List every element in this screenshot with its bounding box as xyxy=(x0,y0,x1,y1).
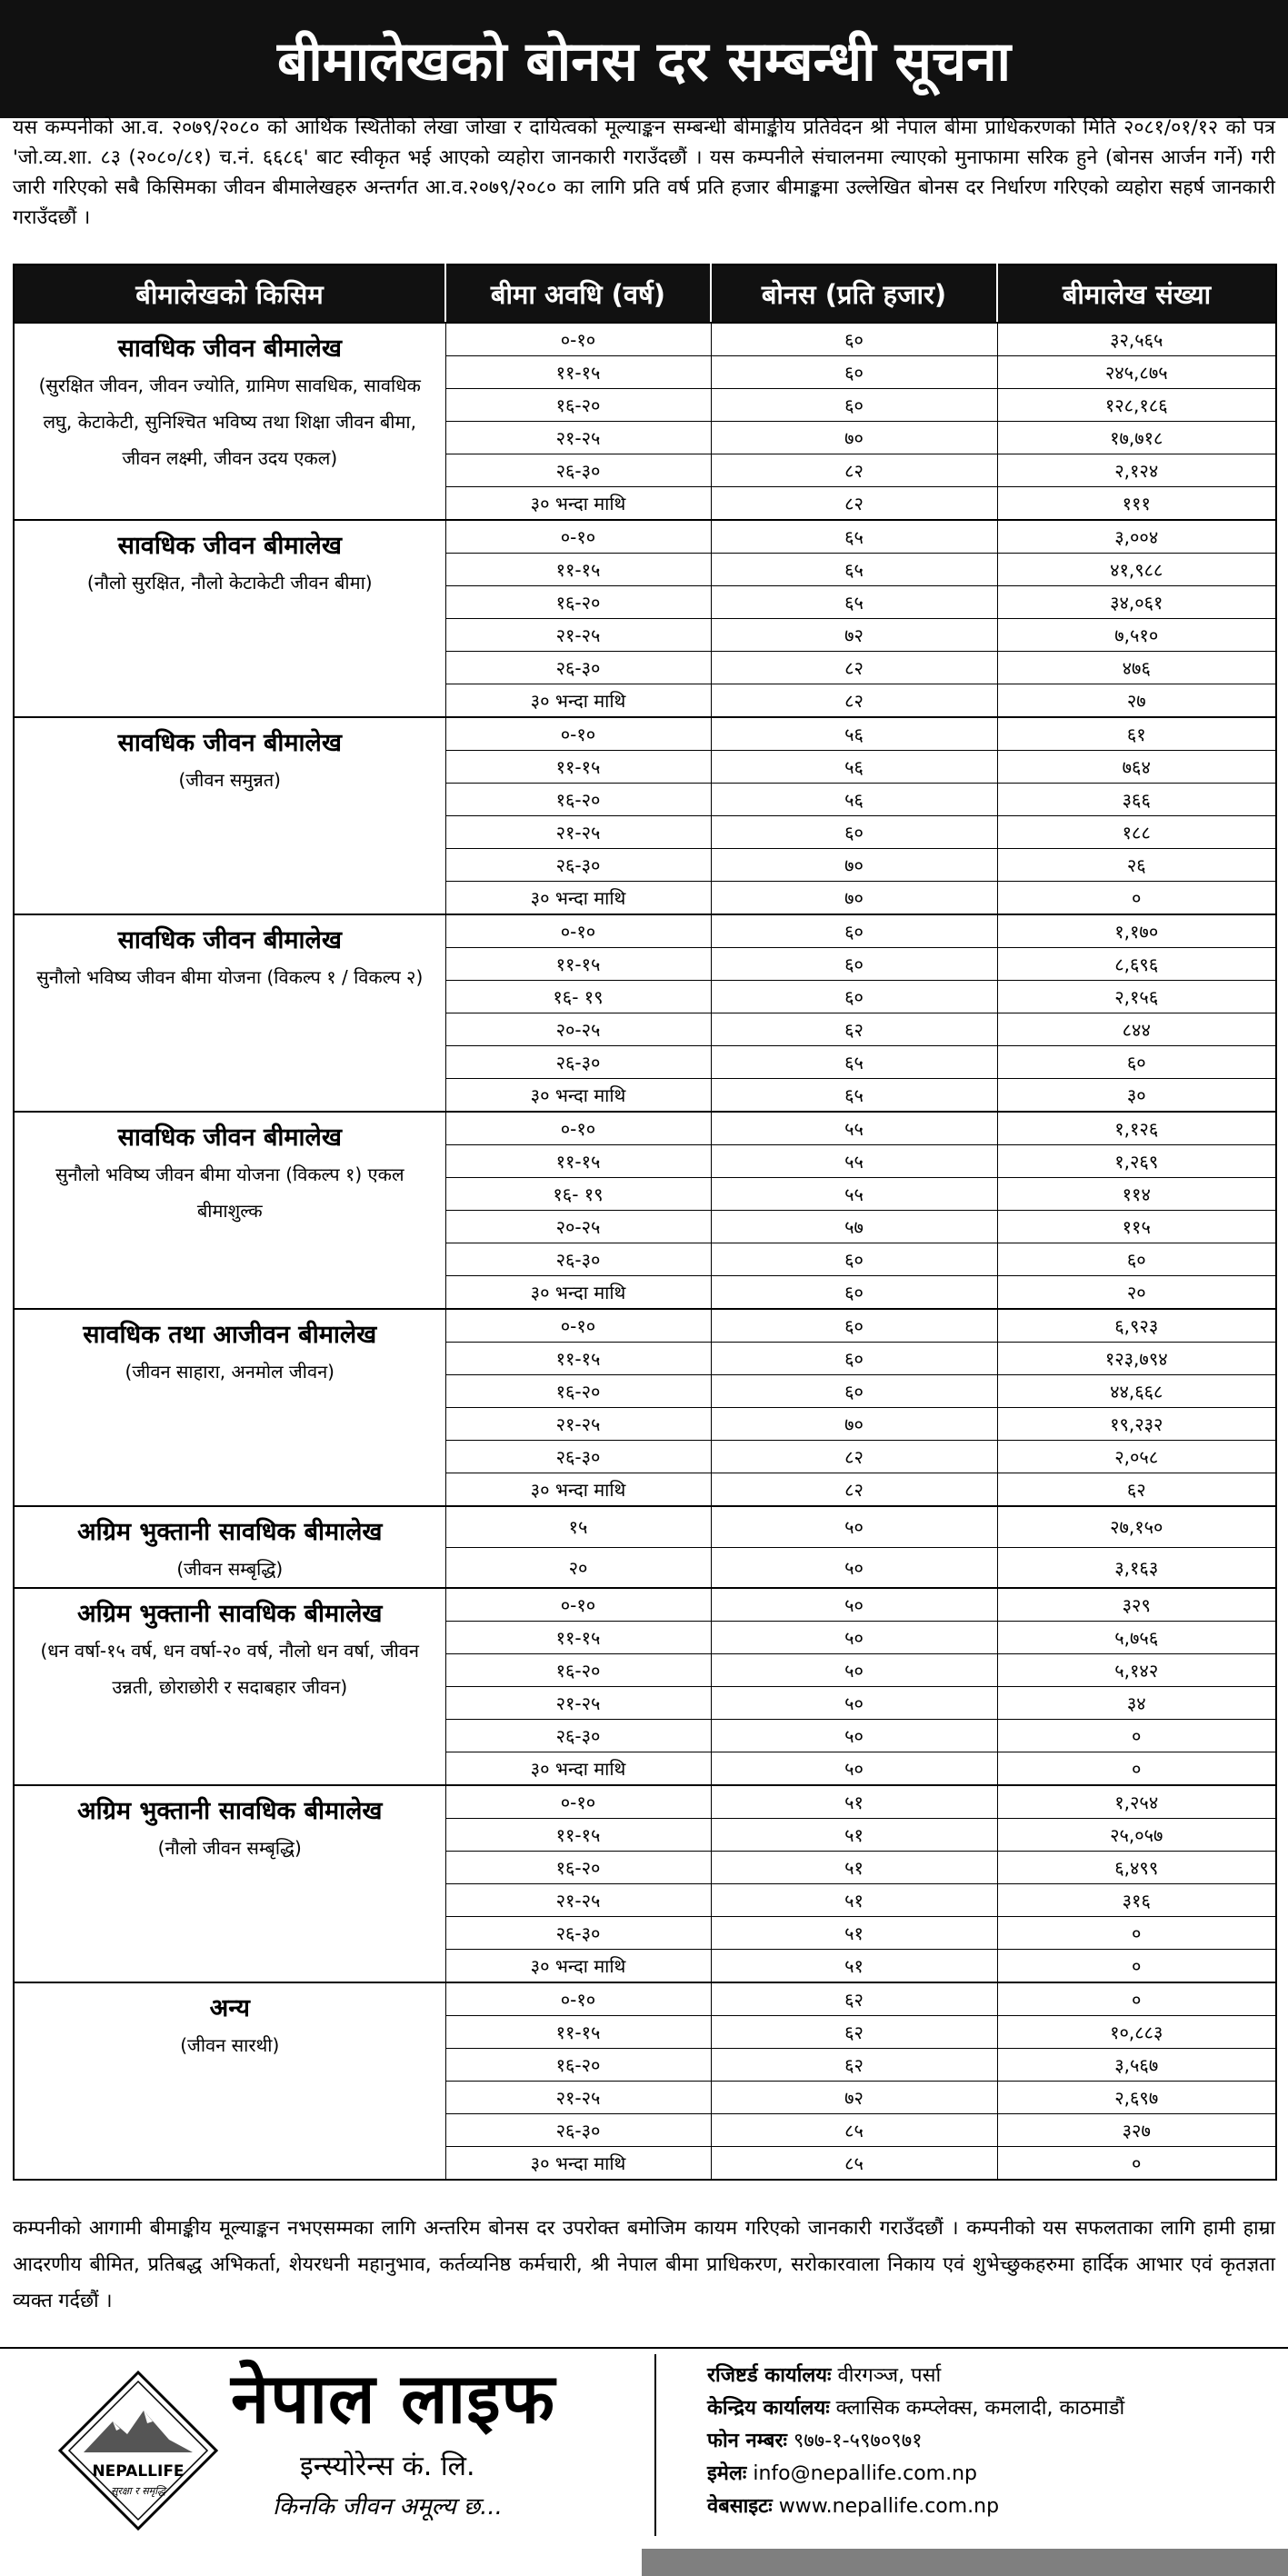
policy-type-cell xyxy=(14,1785,445,1982)
policy-count-cell: २४५,८७५ xyxy=(997,356,1276,389)
policy-count-cell: ३,००४ xyxy=(997,520,1276,554)
bonus-cell: ८२ xyxy=(711,487,997,521)
policy-count-cell: २७ xyxy=(997,684,1276,718)
bonus-cell: ७२ xyxy=(711,2082,997,2114)
table-body xyxy=(14,323,1276,2180)
bonus-rate-table xyxy=(13,264,1277,2181)
policy-count-cell: २,१५६ xyxy=(997,981,1276,1013)
term-cell: २६-३० xyxy=(445,1046,711,1079)
term-cell: ११-१५ xyxy=(445,356,711,389)
bonus-cell: ६० xyxy=(711,816,997,849)
bonus-cell: ६२ xyxy=(711,1013,997,1046)
policy-count-cell: ३,१६३ xyxy=(997,1547,1276,1588)
term-cell: २०-२५ xyxy=(445,1013,711,1046)
bonus-cell: ८२ xyxy=(711,454,997,487)
policy-type-description: (नौलो सुरक्षित, नौलो केटाकेटी जीवन बीमा) xyxy=(86,572,373,594)
bonus-cell: ६२ xyxy=(711,2016,997,2049)
bonus-cell: ६० xyxy=(711,981,997,1013)
email-link[interactable]: info@nepallife.com.np xyxy=(753,2462,978,2485)
policy-type-cell xyxy=(14,717,445,914)
policy-count-cell: ३४,०६१ xyxy=(997,586,1276,619)
term-cell: ०-१० xyxy=(445,1112,711,1145)
header-banner xyxy=(0,0,1288,118)
term-cell: ११-१५ xyxy=(445,948,711,981)
policy-type-description: (जीवन साहारा, अनमोल जीवन) xyxy=(125,1361,334,1383)
policy-count-cell: ५,१४२ xyxy=(997,1654,1276,1687)
policy-count-cell: ० xyxy=(997,1752,1276,1786)
bonus-cell: ८२ xyxy=(711,684,997,718)
policy-count-cell: १,१७० xyxy=(997,914,1276,948)
central-office-value: क्लासिक कम्प्लेक्स, कमलादी, काठमाडौं xyxy=(835,2397,1125,2420)
policy-type-description: (धन वर्षा-१५ वर्ष, धन वर्षा-२० वर्ष, नौलो धन वर्षा, जीवन उन्नती, छोराछोरी र सदाबहार जीवन) xyxy=(40,1640,420,1698)
policy-count-cell: ६२ xyxy=(997,1473,1276,1507)
policy-type-description: (सुरक्षित जीवन, जीवन ज्योति, ग्रामिण सावधिक, सावधिक लघु, केटाकेटी, सुनिश्चित भविष्य तथा शिक्षा जीवन बीमा, जीवन लक्ष्मी, जीवन उदय एकल) xyxy=(38,374,421,469)
bonus-cell: ५१ xyxy=(711,1884,997,1917)
term-cell: ११-१५ xyxy=(445,1145,711,1178)
bonus-cell: ६० xyxy=(711,1375,997,1408)
bonus-cell: ५६ xyxy=(711,751,997,784)
bonus-cell: ८२ xyxy=(711,652,997,684)
term-cell: ११-१५ xyxy=(445,751,711,784)
header-bonus: बोनस (प्रति हजार) xyxy=(711,265,997,323)
policy-type-description: (नौलो जीवन सम्बृद्धि) xyxy=(157,1837,302,1859)
term-cell: १६-२० xyxy=(445,586,711,619)
policy-count-cell: १०,८८३ xyxy=(997,2016,1276,2049)
term-cell: ३० भन्दा माथि xyxy=(445,487,711,521)
policy-count-cell: ११४ xyxy=(997,1178,1276,1211)
term-cell: २१-२५ xyxy=(445,1687,711,1720)
table-row xyxy=(14,1112,1276,1145)
logo-badge-text: NEPALLIFE xyxy=(92,2462,185,2481)
term-cell: १६-२० xyxy=(445,1654,711,1687)
closing-paragraph: कम्पनीको आगामी बीमाङ्कीय मूल्याङ्कन नभएसम्मका लागि अन्तरिम बोनस दर उपरोक्त बमोजिम कायम गरिएको जानकारी गराउँदछौं । कम्पनीको यस सफलताका लागि हामी हाम्रा आदरणीय बीमित, प्रतिबद्ध अभिकर्ता, शेयरधनी महानुभाव, कर्तव्यनिष्ठ कर्मचारी, श्री नेपाल बीमा प्राधिकरण, सरोकारवाला निकाय एवं शुभेच्छुकहरुमा हार्दिक आभार एवं कृतज्ञता व्यक्त गर्दछौं । xyxy=(13,2217,1275,2312)
term-cell: १६-२० xyxy=(445,1852,711,1884)
bonus-cell: ५६ xyxy=(711,784,997,816)
term-cell: १६- १९ xyxy=(445,1178,711,1211)
phone-label: फोन नम्बरः xyxy=(707,2430,787,2452)
policy-count-cell: ३,५६७ xyxy=(997,2049,1276,2082)
policy-count-cell: ७६४ xyxy=(997,751,1276,784)
policy-type-cell xyxy=(14,520,445,717)
term-cell: २६-३० xyxy=(445,652,711,684)
policy-count-cell: १,१२६ xyxy=(997,1112,1276,1145)
term-cell: १६- १९ xyxy=(445,981,711,1013)
table-header-row xyxy=(14,265,1276,323)
policy-count-cell: २,६९७ xyxy=(997,2082,1276,2114)
policy-count-cell: ० xyxy=(997,1982,1276,2016)
bonus-cell: ७० xyxy=(711,1408,997,1441)
bonus-cell: ५० xyxy=(711,1506,997,1547)
policy-count-cell: ३० xyxy=(997,1079,1276,1113)
bonus-cell: ६० xyxy=(711,948,997,981)
email-label: इमेलः xyxy=(707,2462,747,2485)
contact-block xyxy=(707,2360,1271,2523)
term-cell: ११-१५ xyxy=(445,2016,711,2049)
term-cell: ११-१५ xyxy=(445,1343,711,1375)
bonus-cell: ६० xyxy=(711,1276,997,1310)
term-cell: २६-३० xyxy=(445,2114,711,2147)
company-suffix: इन्स्योरेन्स कं. लि. xyxy=(300,2451,475,2482)
policy-type-cell xyxy=(14,914,445,1112)
bonus-cell: ८२ xyxy=(711,1441,997,1473)
policy-type-title: सावधिक जीवन बीमालेख xyxy=(117,729,342,757)
term-cell: ३० भन्दा माथि xyxy=(445,1079,711,1113)
bonus-cell: ५१ xyxy=(711,1950,997,1983)
policy-count-cell: १८८ xyxy=(997,816,1276,849)
bonus-cell: ६२ xyxy=(711,2049,997,2082)
bottom-bar-left xyxy=(0,2549,642,2576)
term-cell: ०-१० xyxy=(445,1982,711,2016)
policy-count-cell: ८,६९६ xyxy=(997,948,1276,981)
table-row xyxy=(14,520,1276,554)
policy-count-cell: ० xyxy=(997,2147,1276,2181)
policy-count-cell: ६,९२३ xyxy=(997,1309,1276,1343)
logo-badge-motto: सुरक्षा र समृद्धि xyxy=(111,2485,165,2497)
term-cell: ०-१० xyxy=(445,1785,711,1819)
term-cell: २१-२५ xyxy=(445,1884,711,1917)
term-cell: ०-१० xyxy=(445,323,711,356)
term-cell: ३० भन्दा माथि xyxy=(445,684,711,718)
bonus-cell: ८२ xyxy=(711,1473,997,1507)
bonus-cell: ५६ xyxy=(711,717,997,751)
policy-count-cell: १११ xyxy=(997,487,1276,521)
central-office-label: केन्द्रिय कार्यालयः xyxy=(707,2397,830,2420)
term-cell: १६-२० xyxy=(445,784,711,816)
bonus-cell: ५१ xyxy=(711,1785,997,1819)
policy-type-title: अग्रिम भुक्तानी सावधिक बीमालेख xyxy=(76,1797,383,1825)
nepallife-logo-icon xyxy=(56,2369,220,2532)
term-cell: २१-२५ xyxy=(445,422,711,454)
term-cell: ०-१० xyxy=(445,1588,711,1622)
term-cell: १६-२० xyxy=(445,2049,711,2082)
policy-count-cell: ० xyxy=(997,1950,1276,1983)
term-cell: ०-१० xyxy=(445,914,711,948)
bonus-cell: ६० xyxy=(711,356,997,389)
website-link[interactable]: www.nepallife.com.np xyxy=(778,2495,1000,2518)
term-cell: ३० भन्दा माथि xyxy=(445,1473,711,1507)
term-cell: ११-१५ xyxy=(445,554,711,586)
registered-office-value: वीरगञ्ज, पर्सा xyxy=(837,2364,942,2387)
policy-count-cell: ११५ xyxy=(997,1211,1276,1243)
term-cell: २६-३० xyxy=(445,454,711,487)
term-cell: ०-१० xyxy=(445,520,711,554)
term-cell: ३० भन्दा माथि xyxy=(445,2147,711,2181)
bonus-cell: ६२ xyxy=(711,1982,997,2016)
policy-count-cell: ४१,९८८ xyxy=(997,554,1276,586)
table-row xyxy=(14,1785,1276,1819)
policy-type-title: सावधिक तथा आजीवन बीमालेख xyxy=(83,1321,377,1349)
policy-count-cell: ६० xyxy=(997,1243,1276,1276)
bonus-cell: ६५ xyxy=(711,1046,997,1079)
term-cell: २१-२५ xyxy=(445,816,711,849)
policy-type-description: सुनौलो भविष्य जीवन बीमा योजना (विकल्प १) एकल बीमाशुल्क xyxy=(55,1163,404,1222)
policy-count-cell: ६० xyxy=(997,1046,1276,1079)
policy-type-title: सावधिक जीवन बीमालेख xyxy=(117,334,342,363)
phone xyxy=(707,2425,1271,2458)
policy-count-cell: २० xyxy=(997,1276,1276,1310)
policy-count-cell: ४७६ xyxy=(997,652,1276,684)
company-tagline: किनकि जीवन अमूल्य छ... xyxy=(273,2493,503,2521)
website xyxy=(707,2491,1271,2523)
policy-count-cell: १,२६९ xyxy=(997,1145,1276,1178)
bonus-cell: ८५ xyxy=(711,2114,997,2147)
bonus-cell: ५१ xyxy=(711,1819,997,1852)
policy-type-description: (जीवन सम्बृद्धि) xyxy=(176,1558,284,1580)
bonus-cell: ५० xyxy=(711,1752,997,1786)
policy-count-cell: २६ xyxy=(997,849,1276,882)
policy-type-title: सावधिक जीवन बीमालेख xyxy=(117,532,342,560)
term-cell: ०-१० xyxy=(445,717,711,751)
bonus-cell: ५५ xyxy=(711,1145,997,1178)
bonus-cell: ५० xyxy=(711,1720,997,1752)
policy-count-cell: ० xyxy=(997,1917,1276,1950)
policy-count-cell: १२३,७९४ xyxy=(997,1343,1276,1375)
bonus-cell: ८५ xyxy=(711,2147,997,2181)
policy-count-cell: ० xyxy=(997,1720,1276,1752)
term-cell: २६-३० xyxy=(445,1720,711,1752)
term-cell: १६-२० xyxy=(445,389,711,422)
policy-count-cell: १९,२३२ xyxy=(997,1408,1276,1441)
policy-type-description: सुनौलो भविष्य जीवन बीमा योजना (विकल्प १ / विकल्प २) xyxy=(36,966,424,988)
header-policy-type: बीमालेखको किसिम xyxy=(14,265,445,323)
policy-type-title: अग्रिम भुक्तानी सावधिक बीमालेख xyxy=(76,1600,383,1628)
policy-count-cell: ३६६ xyxy=(997,784,1276,816)
bonus-cell: ५० xyxy=(711,1687,997,1720)
table-row xyxy=(14,1309,1276,1343)
term-cell: ११-१५ xyxy=(445,1819,711,1852)
bonus-cell: ५० xyxy=(711,1654,997,1687)
bonus-cell: ५१ xyxy=(711,1917,997,1950)
bonus-cell: ७० xyxy=(711,422,997,454)
term-cell: २६-३० xyxy=(445,1917,711,1950)
bonus-cell: ६० xyxy=(711,1243,997,1276)
email xyxy=(707,2458,1271,2491)
bonus-cell: ६५ xyxy=(711,520,997,554)
bonus-cell: ५० xyxy=(711,1588,997,1622)
bottom-bar-right xyxy=(642,2549,1288,2576)
policy-count-cell: ३१६ xyxy=(997,1884,1276,1917)
bonus-cell: ५५ xyxy=(711,1178,997,1211)
page-title: बीमालेखको बोनस दर सम्बन्धी सूचना xyxy=(276,30,1012,94)
footer-rule xyxy=(0,2347,1288,2349)
table-row xyxy=(14,914,1276,948)
phone-value: ९७७-१-५९७०९७१ xyxy=(793,2430,923,2452)
registered-office-label: रजिष्टर्ड कार्यालयः xyxy=(707,2364,832,2387)
policy-count-cell: ३२९ xyxy=(997,1588,1276,1622)
policy-count-cell: ८४४ xyxy=(997,1013,1276,1046)
intro-paragraph: यस कम्पनीको आ.व. २०७९/२०८० को आर्थिक स्थितीको लेखा जोखा र दायित्वको मूल्याङ्कन सम्बन्धी बीमाङ्कीय प्रतिवेदन श्री नेपाल बीमा प्राधिकरणको मिति २०८१/०१/१२ को पत्र 'जो.व्य.शा. ८३ (२०८०/८१) च.नं. ६६८६' बाट स्वीकृत भई आएको व्यहोरा जानकारी गराउँदछौं । यस कम्पनीले संचालनमा ल्याएको मुनाफामा सरिक हुने (बोनस आर्जन गर्ने) गरी जारी गरिएको सबै किसिमका जीवन बीमालेखहरु अन्तर्गत आ.व.२०७९/२०८० का लागि प्रति वर्ष प्रति हजार बीमाङ्कमा उल्लेखित बोनस दर निर्धारण गरिएको व्यहोरा सहर्ष जानकारी गराउँदछौं । xyxy=(13,116,1275,229)
policy-type-cell xyxy=(14,323,445,520)
bonus-cell: ६० xyxy=(711,1343,997,1375)
term-cell: २१-२५ xyxy=(445,1408,711,1441)
term-cell: ३० भन्दा माथि xyxy=(445,1752,711,1786)
policy-count-cell: ७,५१० xyxy=(997,619,1276,652)
term-cell: २६-३० xyxy=(445,849,711,882)
term-cell: ११-१५ xyxy=(445,1622,711,1654)
bonus-cell: ६५ xyxy=(711,1079,997,1113)
policy-type-cell xyxy=(14,1112,445,1309)
bonus-cell: ६० xyxy=(711,914,997,948)
term-cell: २६-३० xyxy=(445,1243,711,1276)
table-row xyxy=(14,323,1276,356)
policy-type-cell xyxy=(14,1588,445,1785)
policy-count-cell: २७,१५० xyxy=(997,1506,1276,1547)
bonus-cell: ६५ xyxy=(711,586,997,619)
registered-office xyxy=(707,2360,1271,2392)
bonus-cell: ५५ xyxy=(711,1112,997,1145)
bonus-cell: ५७ xyxy=(711,1211,997,1243)
header-term: बीमा अवधि (वर्ष) xyxy=(445,265,711,323)
policy-type-title: सावधिक जीवन बीमालेख xyxy=(117,926,342,954)
bonus-cell: ६० xyxy=(711,323,997,356)
bonus-cell: ७२ xyxy=(711,619,997,652)
footer-divider xyxy=(654,2354,656,2536)
term-cell: ३० भन्दा माथि xyxy=(445,1276,711,1310)
policy-count-cell: २,०५८ xyxy=(997,1441,1276,1473)
term-cell: २६-३० xyxy=(445,1441,711,1473)
policy-count-cell: २,१२४ xyxy=(997,454,1276,487)
term-cell: ०-१० xyxy=(445,1309,711,1343)
policy-type-cell xyxy=(14,1982,445,2180)
table-row xyxy=(14,717,1276,751)
table-row xyxy=(14,1588,1276,1622)
policy-count-cell: १७,७१८ xyxy=(997,422,1276,454)
policy-count-cell: ६,४९९ xyxy=(997,1852,1276,1884)
term-cell: ३० भन्दा माथि xyxy=(445,1950,711,1983)
bonus-cell: ५० xyxy=(711,1547,997,1588)
policy-type-title: सावधिक जीवन बीमालेख xyxy=(117,1123,342,1152)
policy-count-cell: ४४,६६८ xyxy=(997,1375,1276,1408)
policy-count-cell: ३२,५६५ xyxy=(997,323,1276,356)
policy-count-cell: ५,७५६ xyxy=(997,1622,1276,1654)
policy-type-description: (जीवन सारथी) xyxy=(180,2034,280,2056)
bonus-cell: ५० xyxy=(711,1622,997,1654)
bonus-cell: ६० xyxy=(711,389,997,422)
term-cell: १६-२० xyxy=(445,1375,711,1408)
term-cell: ३० भन्दा माथि xyxy=(445,882,711,915)
policy-count-cell: ३२७ xyxy=(997,2114,1276,2147)
bonus-cell: ७० xyxy=(711,882,997,915)
bonus-cell: ५१ xyxy=(711,1852,997,1884)
policy-count-cell: ३४ xyxy=(997,1687,1276,1720)
policy-count-cell: १२८,१८६ xyxy=(997,389,1276,422)
policy-type-cell xyxy=(14,1309,445,1506)
website-label: वेबसाइटः xyxy=(707,2495,773,2518)
policy-type-description: (जीवन समुन्नत) xyxy=(178,769,281,791)
bonus-cell: ७० xyxy=(711,849,997,882)
term-cell: २० xyxy=(445,1547,711,1588)
policy-type-title: अग्रिम भुक्तानी सावधिक बीमालेख xyxy=(76,1518,383,1546)
term-cell: २०-२५ xyxy=(445,1211,711,1243)
table-row xyxy=(14,1506,1276,1547)
header-policy-count: बीमालेख संख्या xyxy=(997,265,1276,323)
policy-type-title: अन्य xyxy=(209,1994,250,2022)
term-cell: २१-२५ xyxy=(445,619,711,652)
policy-count-cell: १,२५४ xyxy=(997,1785,1276,1819)
central-office xyxy=(707,2392,1271,2425)
bonus-cell: ६५ xyxy=(711,554,997,586)
policy-type-cell xyxy=(14,1506,445,1588)
policy-count-cell: ६१ xyxy=(997,717,1276,751)
company-name: नेपाल लाइफ xyxy=(231,2358,556,2439)
bonus-cell: ६० xyxy=(711,1309,997,1343)
table-row xyxy=(14,1982,1276,2016)
term-cell: १५ xyxy=(445,1506,711,1547)
policy-count-cell: २५,०५७ xyxy=(997,1819,1276,1852)
policy-count-cell: ० xyxy=(997,882,1276,915)
term-cell: २१-२५ xyxy=(445,2082,711,2114)
